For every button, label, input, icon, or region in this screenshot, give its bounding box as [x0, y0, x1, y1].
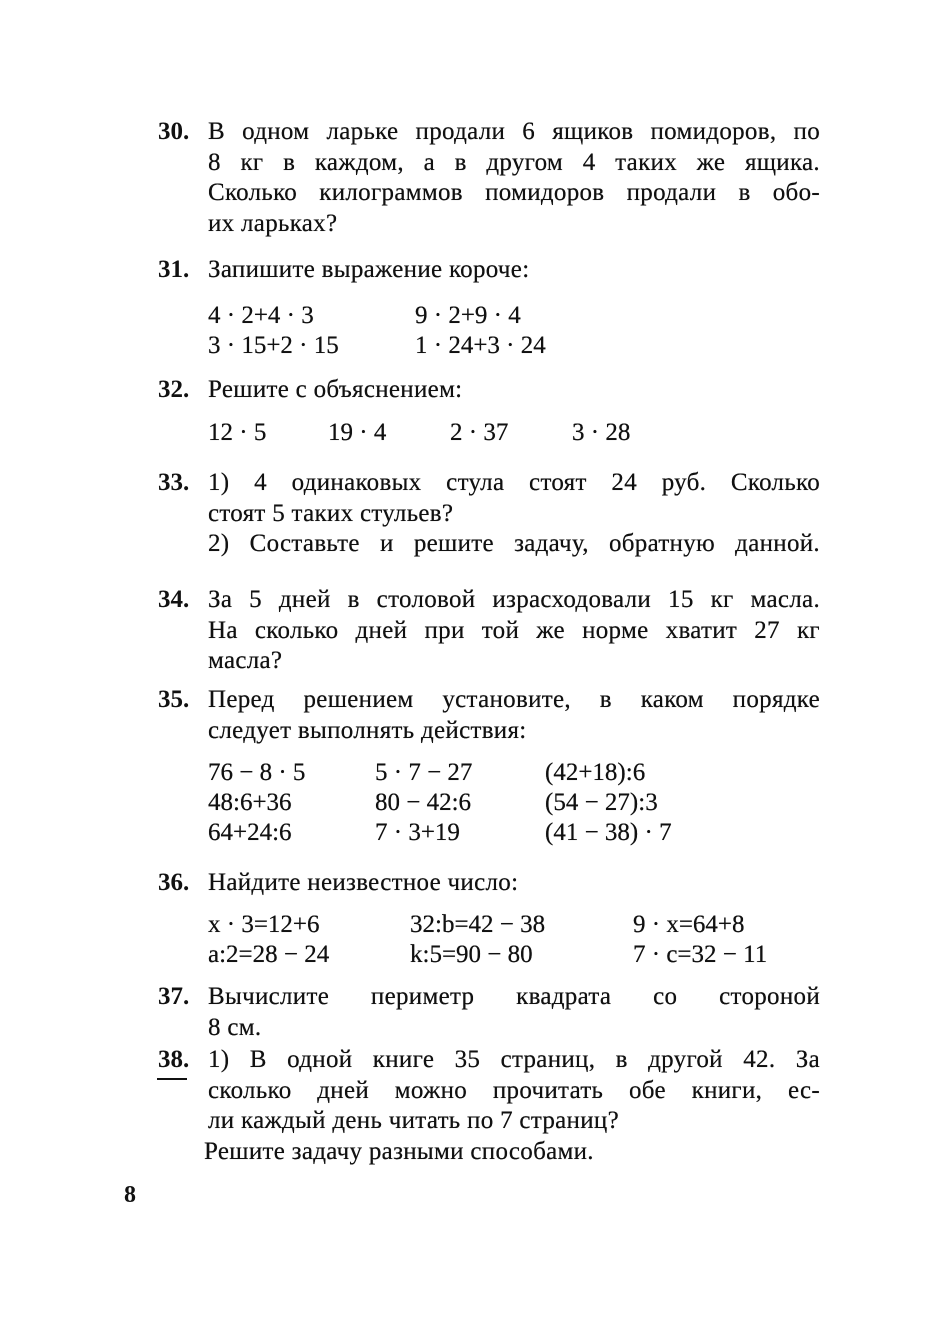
problem-text-line: стоят 5 таких стульев?: [208, 499, 454, 527]
math-expression: 64+24:6: [208, 819, 292, 846]
math-expression: (54 − 27):3: [545, 789, 658, 816]
math-expression: 4 · 2+4 · 3: [208, 302, 314, 329]
math-expression: 2 · 37: [450, 419, 509, 446]
math-expression: 3 · 28: [572, 419, 631, 446]
problem-text-line: Решите задачу разными способами.: [204, 1137, 594, 1165]
math-expression: 12 · 5: [208, 419, 267, 446]
problem-number: 33.: [158, 469, 190, 496]
problem-text-line: сколько дней можно прочитать обе книги, ес-: [208, 1076, 820, 1104]
problem-text-line: На сколько дней при той же норме хватит 27 кг: [208, 616, 820, 644]
problem-text-line: Запишите выражение короче:: [208, 256, 530, 283]
math-expression: 32:b=42 − 38: [410, 911, 546, 938]
problem-number: 31.: [158, 256, 190, 283]
math-expression: (41 − 38) · 7: [545, 819, 672, 846]
problem-text-line: За 5 дней в столовой израсходовали 15 кг масла.: [208, 586, 820, 613]
math-expression: 1 · 24+3 · 24: [415, 332, 546, 359]
math-expression: a:2=28 − 24: [208, 941, 330, 968]
math-expression: 76 − 8 · 5: [208, 759, 306, 786]
problem-number: 37.: [158, 983, 190, 1010]
problem-text-line: 1) 4 одинаковых стула стоят 24 руб. Сколько: [208, 469, 820, 496]
problem-number: 34.: [158, 586, 190, 613]
problem-number: 30.: [158, 118, 190, 145]
math-expression: 5 · 7 − 27: [375, 759, 473, 786]
problem-text-line: 8 см.: [208, 1013, 262, 1041]
problem-text-line: Перед решением установите, в каком порядке: [208, 686, 820, 713]
problem-38-underline: [157, 1078, 187, 1080]
problem-number: 36.: [158, 869, 190, 896]
math-expression: 9 · 2+9 · 4: [415, 302, 521, 329]
math-expression: 3 · 15+2 · 15: [208, 332, 339, 359]
problem-text-line: 8 кг в каждом, а в другом 4 таких же ящика.: [208, 148, 820, 176]
math-expression: x · 3=12+6: [208, 911, 320, 938]
problem-text-line: В одном ларьке продали 6 ящиков помидоров, по: [208, 118, 820, 145]
problem-text-line: Сколько килограммов помидоров продали в обо-: [208, 179, 820, 206]
math-expression: k:5=90 − 80: [410, 941, 533, 968]
math-expression: 7 · 3+19: [375, 819, 460, 846]
problem-text-line: 1) В одной книге 35 страниц, в другой 42. За: [208, 1046, 820, 1073]
math-expression: 48:6+36: [208, 789, 292, 816]
problem-text-line: 2) Составьте и решите задачу, обратную данной.: [208, 530, 820, 557]
problem-text-line: следует выполнять действия:: [208, 716, 527, 744]
page-number: 8: [124, 1182, 136, 1208]
math-expression: 9 · x=64+8: [633, 911, 745, 938]
problem-number: 38.: [158, 1046, 190, 1073]
problem-text-line: Найдите неизвестное число:: [208, 869, 519, 896]
problem-text-line: масла?: [208, 647, 283, 674]
problem-text-line: их ларьках?: [208, 209, 338, 237]
math-expression: (42+18):6: [545, 759, 646, 786]
problem-text-line: Решите с объяснением:: [208, 376, 463, 403]
math-expression: 7 · c=32 − 11: [633, 941, 768, 968]
problem-number: 35.: [158, 686, 190, 713]
math-expression: 80 − 42:6: [375, 789, 472, 816]
problem-text-line: ли каждый день читать по 7 страниц?: [208, 1107, 619, 1134]
problem-text-line: Вычислите периметр квадрата со стороной: [208, 983, 820, 1010]
problem-number: 32.: [158, 376, 190, 403]
math-expression: 19 · 4: [328, 419, 387, 446]
